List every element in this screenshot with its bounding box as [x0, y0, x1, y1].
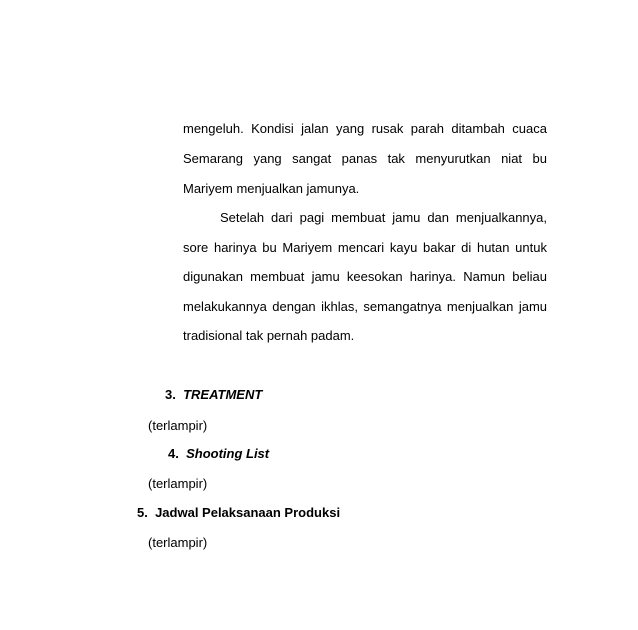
section-treatment-number: 3.	[165, 387, 176, 402]
paragraph-1-line-3: Mariyem menjualkan jamunya.	[183, 181, 360, 196]
paragraph-2-line-4: melakukannya dengan ikhlas, semangatnya menjualkan jamu	[183, 299, 547, 314]
section-jadwal-heading	[137, 505, 340, 521]
paragraph-2-line-2: sore harinya bu Mariyem mencari kayu bakar di hutan untuk	[183, 240, 547, 255]
section-shooting-list-heading	[168, 446, 269, 462]
paragraph-2-line-1: Setelah dari pagi membuat jamu dan menjualkannya,	[220, 210, 547, 225]
section-treatment-note: (terlampir)	[148, 418, 208, 433]
paragraph-2-line-5: tradisional tak pernah padam.	[183, 328, 355, 343]
section-shooting-list-title: Shooting List	[186, 446, 270, 461]
section-shooting-list-number: 4.	[168, 446, 179, 461]
paragraph-1-line-2: Semarang yang sangat panas tak menyurutkan niat bu	[183, 151, 547, 166]
paragraph-2-line-3: digunakan membuat jamu keesokan harinya. Namun beliau	[183, 269, 547, 284]
section-treatment-title: TREATMENT	[183, 387, 263, 402]
section-jadwal-note: (terlampir)	[148, 535, 208, 550]
section-jadwal-title: Jadwal Pelaksanaan Produksi	[155, 505, 341, 520]
section-shooting-list-note: (terlampir)	[148, 476, 208, 491]
paragraph-1-line-1: mengeluh. Kondisi jalan yang rusak parah ditambah cuaca	[183, 121, 547, 136]
section-treatment-heading	[165, 387, 262, 403]
section-jadwal-number: 5.	[137, 505, 148, 520]
